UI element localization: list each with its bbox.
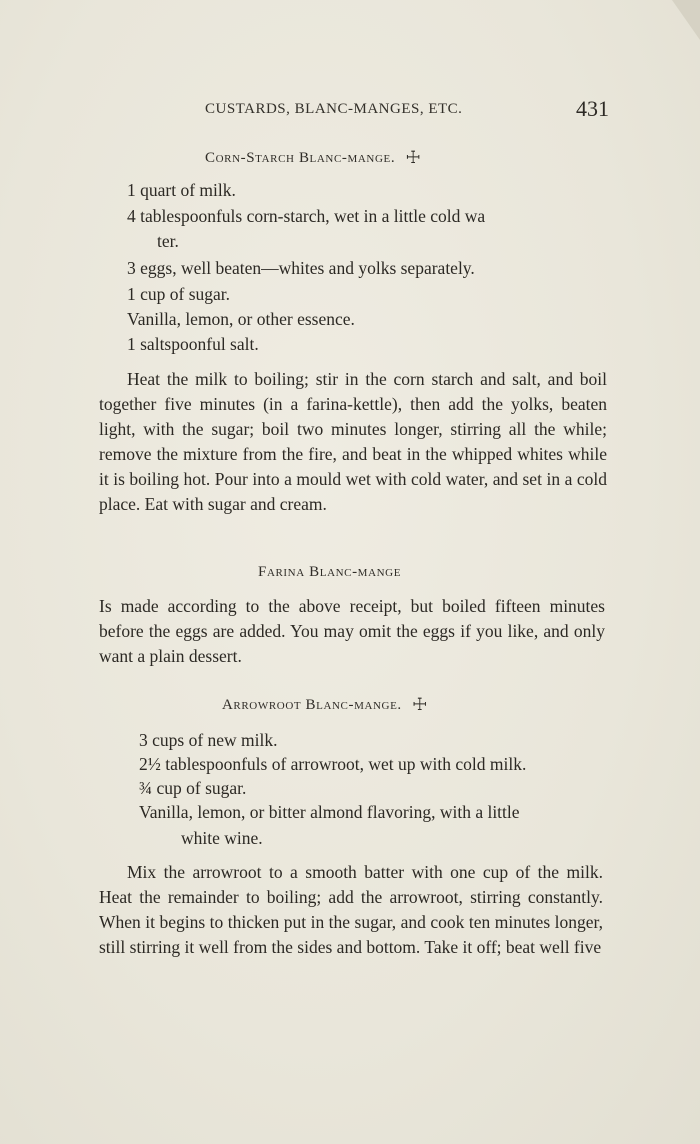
ingredient-line: 4 tablespoonfuls corn-starch, wet in a little cold wa xyxy=(127,206,486,226)
running-head: CUSTARDS, BLANC-MANGES, ETC. xyxy=(205,101,463,117)
ingredient-line: 2½ tablespoonfuls of arrowroot, wet up with cold milk. xyxy=(139,754,527,774)
recipe-directions: Mix the arrowroot to a smooth batter with one cup of the milk. Heat the remainder to boiling; add the arrowroot, stirring constantly. When it begins to thicken put in the sugar, and cook ten minutes longer, still stirring it well from the sides and bottom. Take it off; beat well five xyxy=(99,862,603,957)
ingredient-line: 3 cups of new milk. xyxy=(139,730,278,750)
ingredient-line: 1 saltspoonful salt. xyxy=(127,334,259,354)
recipe-title-second: Blanc-mange xyxy=(309,564,402,580)
ingredient-line: Vanilla, lemon, or other essence. xyxy=(127,309,355,329)
cross-mark-icon: ☩ xyxy=(412,695,428,714)
recipe-title-corn-starch xyxy=(205,148,421,168)
recipe-title-second: Blanc-mange. xyxy=(298,150,396,166)
recipe-title-first: Farina xyxy=(258,564,305,580)
recipe-directions: Heat the milk to boiling; stir in the corn starch and salt, and boil together five minutes (in a farina-kettle), then add the yolks, beaten light, with the sugar; boil two minutes longer, stirring all the while; remove the mixture from the fire, and beat in the whipped whites while it is boiling hot. Pour into a mould wet with cold water, and set in a cold place. Eat with sugar and cream. xyxy=(99,369,607,514)
ingredient-line: ter. xyxy=(157,231,179,251)
ingredient-line: white wine. xyxy=(181,828,263,848)
recipe-title-first: Arrowroot xyxy=(222,697,302,713)
ingredient-line: ¾ cup of sugar. xyxy=(139,778,247,798)
ingredient-line: 1 quart of milk. xyxy=(127,180,236,200)
recipe-title-first: Corn-Starch xyxy=(205,150,295,166)
recipe-directions: Is made according to the above receipt, but boiled fifteen minutes before the eggs are added. You may omit the eggs if you like, and only want a plain dessert. xyxy=(99,596,605,666)
ingredient-line: 3 eggs, well beaten—whites and yolks separately. xyxy=(127,258,475,278)
page-corner-shadow xyxy=(672,0,700,40)
ingredient-line: Vanilla, lemon, or bitter almond flavoring, with a little xyxy=(139,802,520,822)
recipe-title-arrowroot xyxy=(222,695,428,715)
page-number: 431 xyxy=(576,96,609,121)
recipe-title-farina xyxy=(258,564,401,581)
cross-mark-icon: ☩ xyxy=(405,148,422,167)
ingredient-line: 1 cup of sugar. xyxy=(127,284,231,304)
recipe-title-second: Blanc-mange. xyxy=(305,697,402,713)
